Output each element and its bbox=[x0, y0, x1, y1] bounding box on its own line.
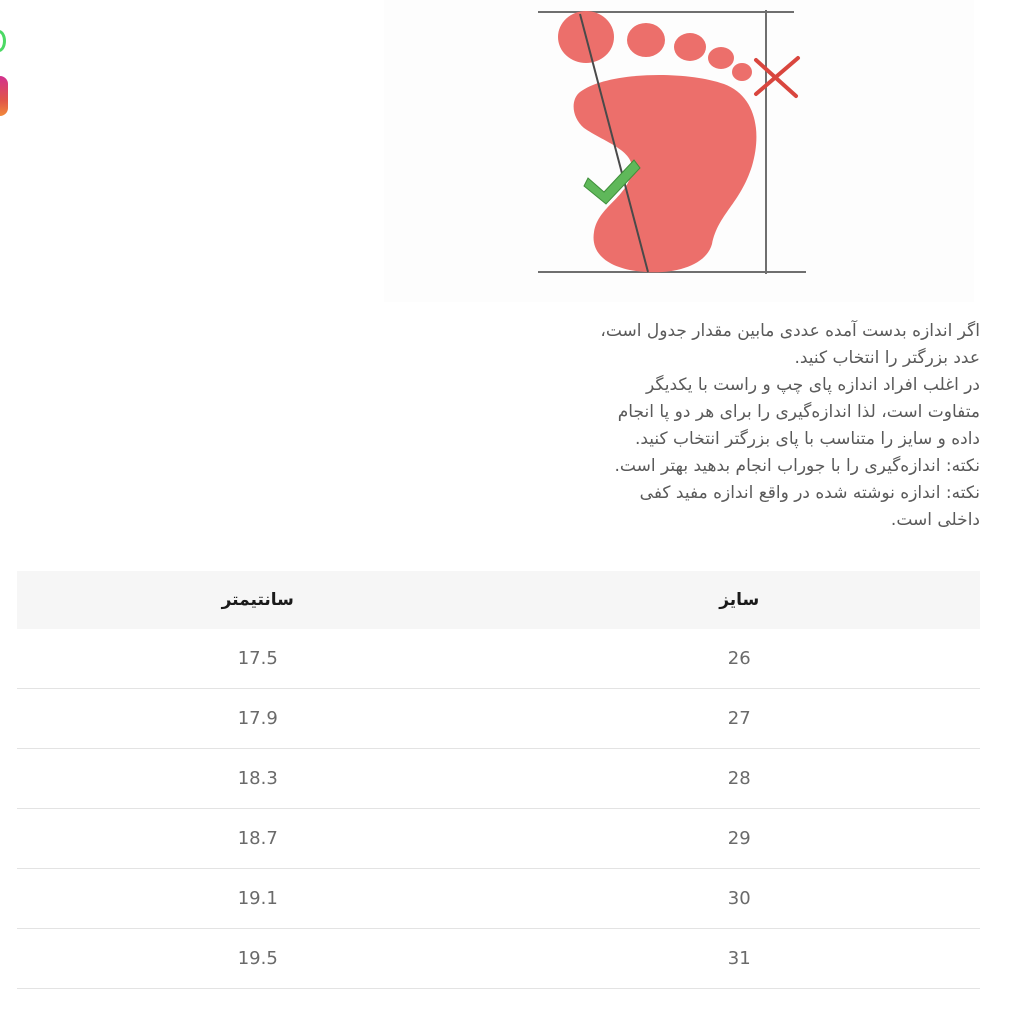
size-cell: 29 bbox=[499, 809, 981, 869]
table-row bbox=[17, 689, 980, 749]
foot-diagram bbox=[384, 0, 974, 302]
size-chart-table bbox=[17, 571, 980, 989]
size-cell: 31 bbox=[499, 929, 981, 989]
centimeter-cell: 17.5 bbox=[17, 629, 499, 689]
small-toe bbox=[732, 63, 752, 81]
edge-app-icons bbox=[0, 0, 12, 130]
table-header-row bbox=[17, 571, 980, 629]
centimeter-cell: 17.9 bbox=[17, 689, 499, 749]
centimeter-column-header: سانتیمتر bbox=[17, 571, 499, 629]
instruction-line: نکته: اندازه نوشته شده در واقع اندازه مفید کفی bbox=[639, 483, 980, 503]
foot-measurement-figure bbox=[384, 0, 974, 302]
third-toe bbox=[674, 33, 706, 61]
cross-mark-icon bbox=[756, 58, 798, 96]
table-row bbox=[17, 929, 980, 989]
table-row bbox=[17, 869, 980, 929]
fourth-toe bbox=[708, 47, 734, 69]
instruction-line: اگر اندازه بدست آمده عددی مابین مقدار جدول است، bbox=[600, 321, 980, 341]
table-row bbox=[17, 629, 980, 689]
centimeter-cell: 18.7 bbox=[17, 809, 499, 869]
table-row bbox=[17, 809, 980, 869]
green-app-icon[interactable] bbox=[0, 30, 6, 52]
size-cell: 27 bbox=[499, 689, 981, 749]
instruction-line: نکته: اندازه‌گیری را با جوراب انجام بدهید بهتر است. bbox=[614, 456, 980, 476]
centimeter-cell: 18.3 bbox=[17, 749, 499, 809]
table-row bbox=[17, 749, 980, 809]
instruction-line: داده و سایز را متناسب با پای بزرگتر انتخاب کنید. bbox=[634, 429, 980, 449]
measurement-instructions bbox=[340, 318, 980, 534]
instruction-line: داخلی است. bbox=[890, 510, 980, 530]
centimeter-cell: 19.1 bbox=[17, 869, 499, 929]
instruction-line: متفاوت است، لذا اندازه‌گیری را برای هر دو پا انجام bbox=[617, 402, 980, 422]
size-cell: 26 bbox=[499, 629, 981, 689]
size-column-header: سایز bbox=[499, 571, 981, 629]
size-cell: 30 bbox=[499, 869, 981, 929]
gradient-app-icon[interactable] bbox=[0, 76, 8, 116]
instruction-line: عدد بزرگتر را انتخاب کنید. bbox=[794, 348, 980, 368]
instruction-line: در اغلب افراد اندازه پای چپ و راست با یکدیگر bbox=[645, 375, 980, 395]
second-toe bbox=[627, 23, 665, 57]
centimeter-cell: 19.5 bbox=[17, 929, 499, 989]
foot-sole bbox=[574, 75, 757, 272]
size-cell: 28 bbox=[499, 749, 981, 809]
